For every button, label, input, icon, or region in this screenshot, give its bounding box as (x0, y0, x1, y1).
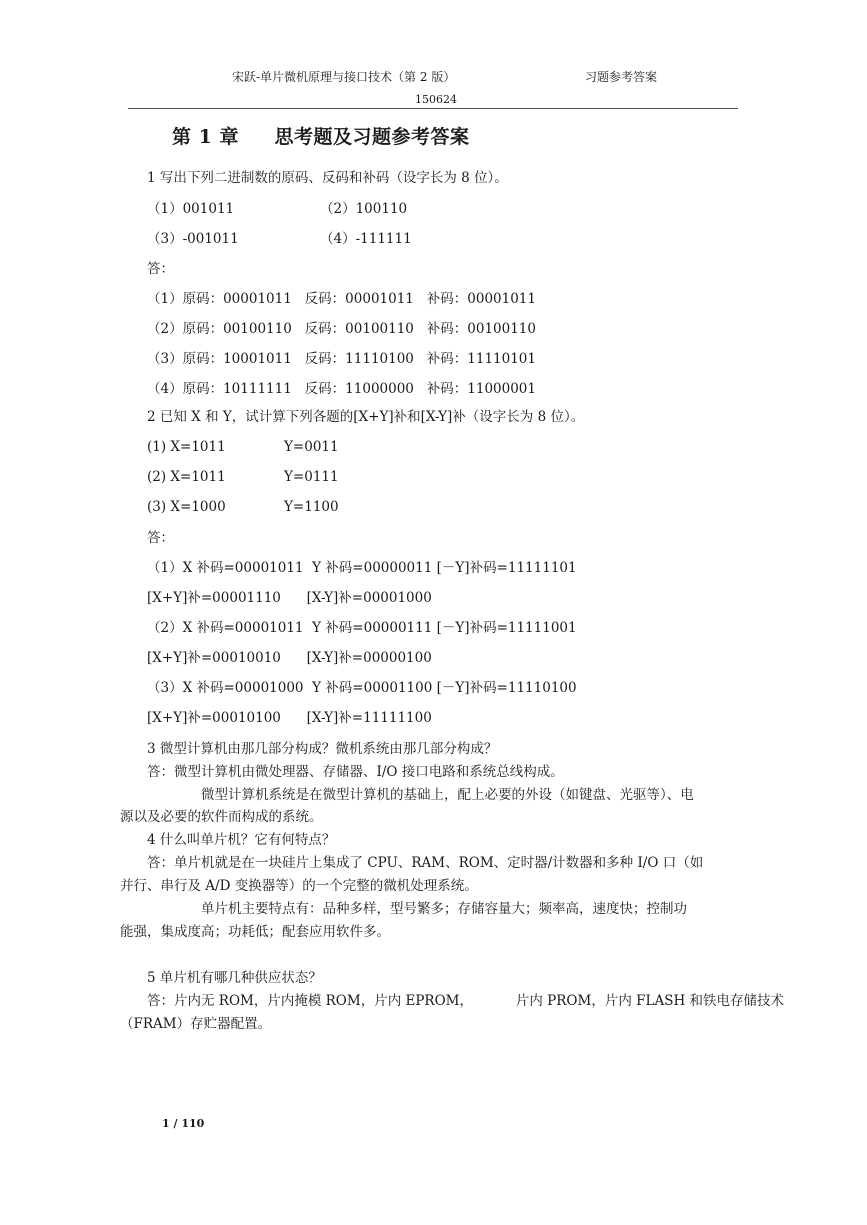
q1-question: 1 写出下列二进制数的原码、反码和补码（设字长为 8 位）。 (147, 170, 508, 186)
header-code: 150624 (415, 93, 457, 106)
q1-answer-3: （3）原码：10001011 反码：11110100 补码：11110101 (147, 351, 536, 367)
q4-answer-1-line-2: 并行、串行及 A/D 变换器等）的一个完整的微机处理系统。 (120, 878, 478, 894)
chapter-title: 第 1 章 思考题及习题参考答案 (172, 126, 470, 148)
q2-answer-5: （3）X 补码=00001000 Y 补码=00001100 [－Y]补码=11110100 (147, 680, 577, 696)
q2-item-3-y: Y=1100 (284, 499, 339, 515)
q1-answer-4: （4）原码：10111111 反码：11000000 补码：11000001 (147, 381, 536, 397)
q2-item-1-x: (1) X=1011 (147, 439, 226, 455)
q4-answer-2-line-2: 能强，集成度高；功耗低；配套应用软件多。 (120, 924, 390, 940)
q5-answer-line-2: （FRAM）存贮器配置。 (120, 1016, 272, 1032)
q2-answer-4: [X+Y]补=00010010 [X-Y]补=00000100 (147, 650, 432, 666)
q4-answer-2-line-1: 单片机主要特点有：品种多样，型号繁多；存储容量大；频率高，速度快；控制功 (201, 901, 687, 917)
header-book-title: 宋跃-单片微机原理与接口技术（第 2 版） (232, 70, 456, 84)
q2-question: 2 已知 X 和 Y，试计算下列各题的[X+Y]补和[X-Y]补（设字长为 8 位）。 (147, 409, 585, 425)
q2-answer-2: [X+Y]补=00001110 [X-Y]补=00001000 (147, 590, 432, 606)
q2-item-2-x: (2) X=1011 (147, 469, 226, 485)
q2-answer-label: 答： (147, 530, 174, 546)
q3-answer-2-line-1: 微型计算机系统是在微型计算机的基础上，配上必要的外设（如键盘、光驱等）、电 (201, 787, 694, 803)
q5-answer-line-1: 答：片内无 ROM，片内掩模 ROM，片内 EPROM， 片内 PROM，片内 FLASH 和铁电存储技术 (147, 993, 785, 1009)
q1-item-4: （4）-111111 (320, 231, 412, 247)
q2-item-2-y: Y=0111 (284, 469, 339, 485)
q4-question: 4 什么叫单片机？它有何特点？ (147, 832, 336, 848)
q1-item-3: （3）-001011 (147, 231, 239, 247)
page-number: 1 / 110 (162, 1117, 205, 1130)
q2-answer-6: [X+Y]补=00010100 [X-Y]补=11111100 (147, 710, 432, 726)
q5-question: 5 单片机有哪几种供应状态？ (147, 970, 322, 986)
q1-item-1: （1）001011 (147, 201, 235, 217)
header-rule (128, 108, 738, 109)
q3-answer-2-line-2: 源以及必要的软件而构成的系统。 (120, 809, 323, 825)
q2-item-3-x: (3) X=1000 (147, 499, 226, 515)
q1-answer-1: （1）原码：00001011 反码：00001011 补码：00001011 (147, 291, 536, 307)
q3-question: 3 微型计算机由那几部分构成？微机系统由那几部分构成？ (147, 741, 498, 757)
q1-answer-2: （2）原码：00100110 反码：00100110 补码：00100110 (147, 321, 536, 337)
header-section: 习题参考答案 (585, 70, 658, 84)
q1-answer-label: 答： (147, 261, 174, 277)
q3-answer-1: 答：微型计算机由微处理器、存储器、I/O 接口电路和系统总线构成。 (147, 764, 564, 780)
q4-answer-1-line-1: 答：单片机就是在一块硅片上集成了 CPU、RAM、ROM、定时器/计数器和多种 I/O 口（如 (147, 855, 704, 871)
q2-answer-3: （2）X 补码=00001011 Y 补码=00000111 [－Y]补码=11111001 (147, 620, 577, 636)
q2-answer-1: （1）X 补码=00001011 Y 补码=00000011 [－Y]补码=11111101 (147, 560, 577, 576)
q2-item-1-y: Y=0011 (284, 439, 339, 455)
q1-item-2: （2）100110 (320, 201, 408, 217)
